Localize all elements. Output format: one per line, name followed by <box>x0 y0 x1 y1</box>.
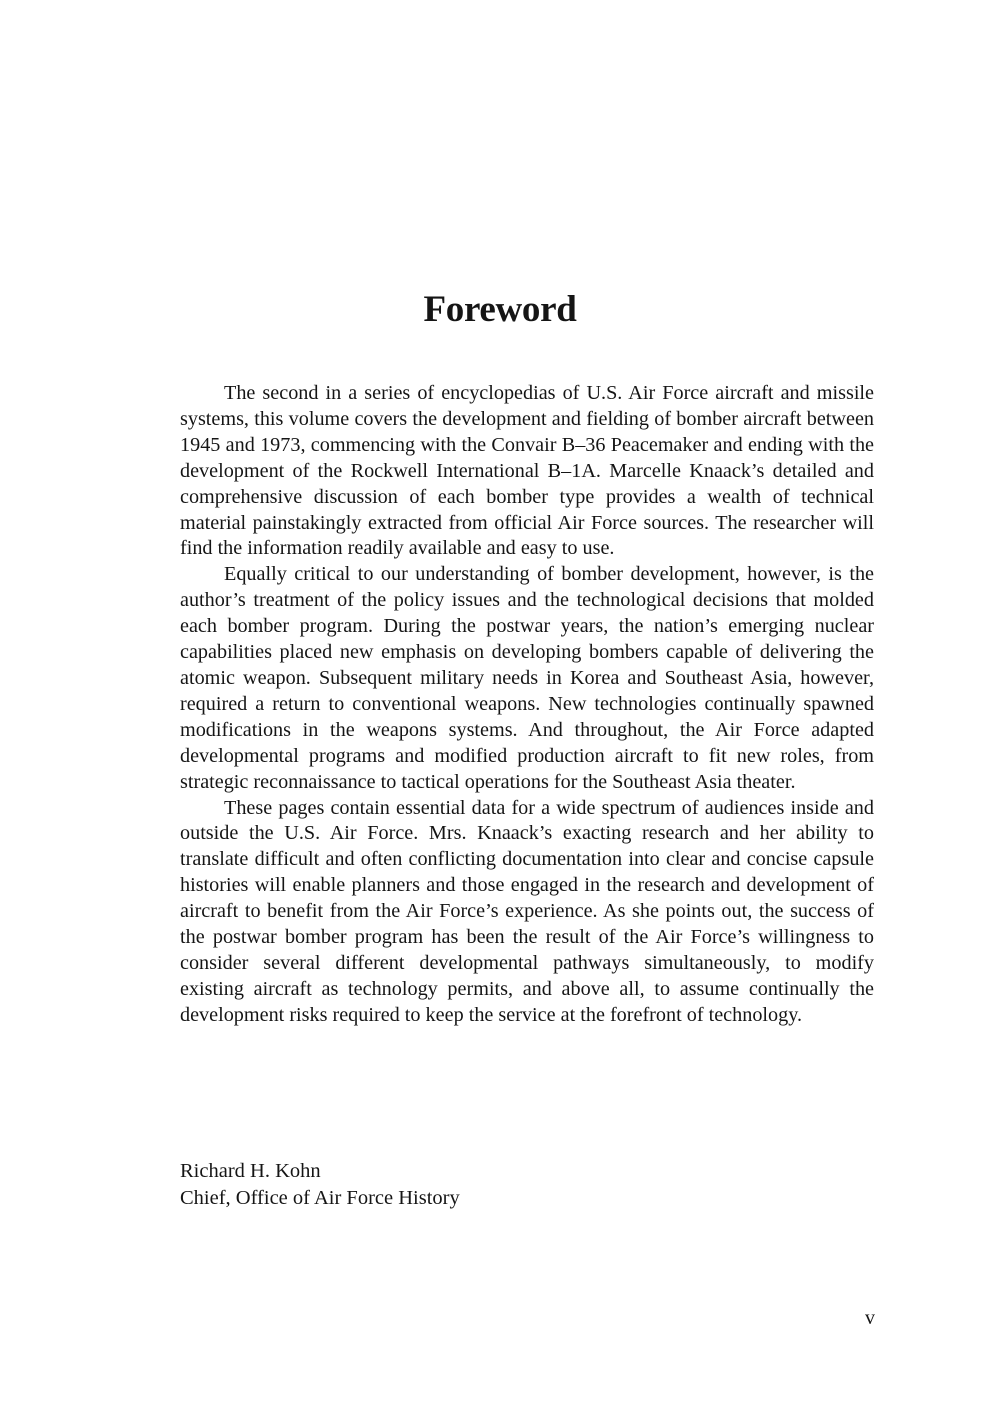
signature-name: Richard H. Kohn <box>180 1160 321 1182</box>
signature-block <box>180 1158 460 1212</box>
page-title: Foreword <box>423 289 577 330</box>
paragraph-2: Equally critical to our understanding of bomber development, however, is the author’s treatment of the policy issues and the technological decisions that molded each bomber program. During the postwar years, the nation’s emerging nuclear capabilities placed new emphasis on developing bombers capable of delivering the atomic weapon. Subsequent military needs in Korea and Southeast Asia, however, required a return to conventional weapons. New technologies continually spawned modifications in the weapons systems. And throughout, the Air Force adapted developmental programs and modified production aircraft to fit new roles, from strategic reconnaissance to tactical operations for the Southeast Asia theater. <box>180 563 874 793</box>
paragraph-1: The second in a series of encyclopedias of U.S. Air Force aircraft and missile systems, this volume covers the development and fielding of bomber aircraft between 1945 and 1973, commencing with the Convair B–36 Peacemaker and ending with the development of the Rockwell International B–1A. Marcelle Knaack’s detailed and comprehensive discussion of each bomber type provides a wealth of technical material painstakingly extracted from official Air Force sources. The researcher will find the information readily available and easy to use. <box>180 382 874 560</box>
paragraph-3: These pages contain essential data for a wide spectrum of audiences inside and outside the U.S. Air Force. Mrs. Knaack’s exacting research and her ability to translate difficult and often conflicting documentation into clear and concise capsule histories will enable planners and those engaged in the research and development of aircraft to benefit from the Air Force’s experience. As she points out, the success of the postwar bomber program has been the result of the Air Force’s willingness to consider several different developmental pathways simultaneously, to modify existing aircraft as technology permits, and above all, to assume continually the development risks required to keep the service at the forefront of technology. <box>180 796 874 1026</box>
foreword-body <box>180 381 874 1029</box>
signature-position: Chief, Office of Air Force History <box>180 1187 460 1209</box>
page-number: v <box>865 1307 875 1329</box>
